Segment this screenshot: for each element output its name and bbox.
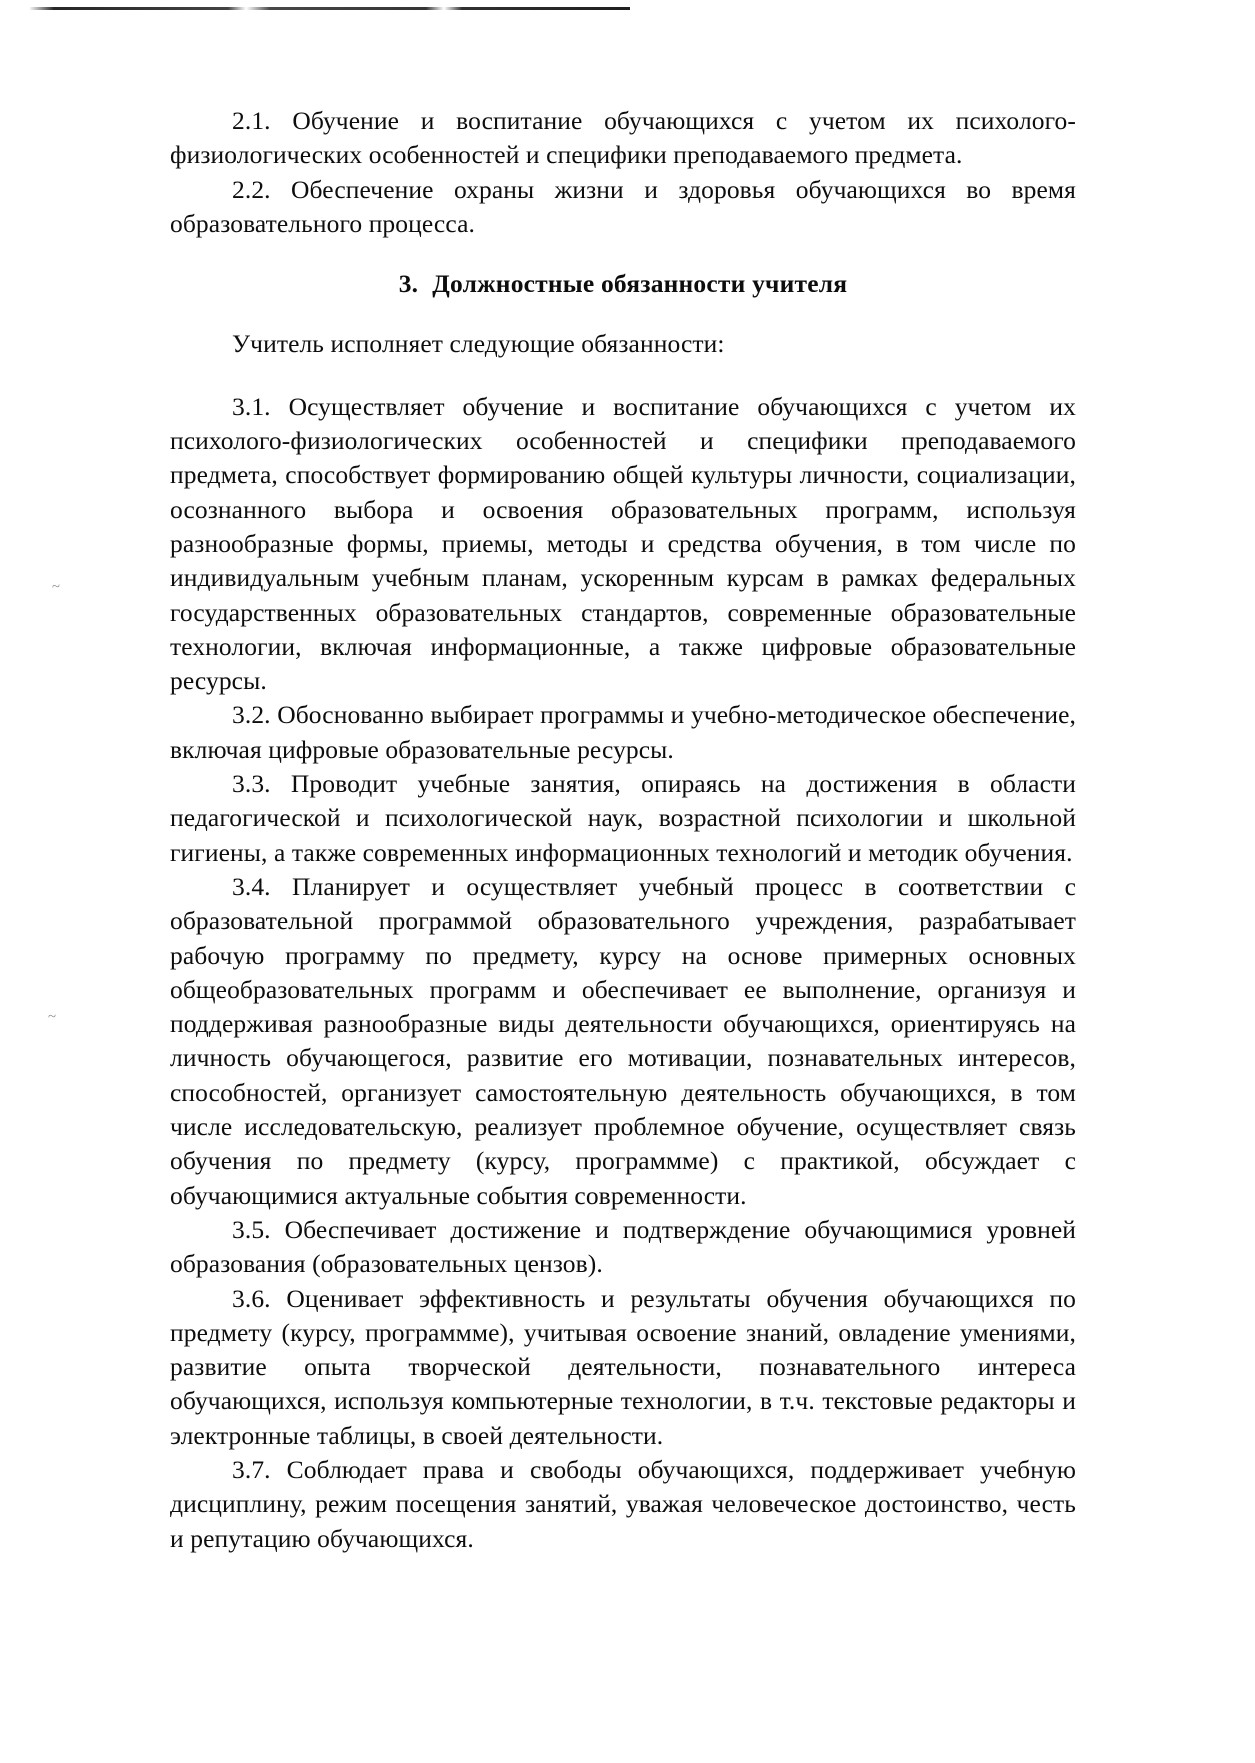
- paragraph-3-7: 3.7. Соблюдает права и свободы обучающихся, поддерживает учебную дисциплину, режим посещения занятий, уважая человеческое достоинство, честь и репутацию обучающихся.: [170, 1454, 1076, 1553]
- paragraph-3-2: 3.2. Обоснованно выбирает программы и учебно-методическое обеспечение, включая цифровые образовательные ресурсы.: [170, 700, 1076, 764]
- document-page: [170, 0, 1076, 1763]
- paragraph-2-1: 2.1. Обучение и воспитание обучающихся с учетом их психолого-физиологических особенностей и специфики преподаваемого предмета.: [170, 106, 1076, 170]
- document-text-column: [170, 0, 1076, 1556]
- paragraph-3-4: 3.4. Планирует и осуществляет учебный процесс в соответствии с образовательной программой образовательного учреждения, разрабатывает рабочую программу по предмету, курсу на основе примерных основных общеобразовательных программ и обеспечивает ее выполнение, организуя и поддерживая разнообразные виды деятельности обучающихся, ориентируясь на личность обучающегося, развитие его мотивации, познавательных интересов, способностей, организует самостоятельную деятельность обучающихся, в том числе исследовательскую, реализует проблемное обучение, осуществляет связь обучения по предмету (курсу, программме) с практикой, обсуждает с обучающимися актуальные события современности.: [170, 871, 1076, 1210]
- section-heading-number: 3.: [398, 269, 419, 299]
- paragraph-3-3: 3.3. Проводит учебные занятия, опираясь на достижения в области педагогической и психологической наук, возрастной психологии и школьной гигиены, а также современных информационных технологий и методик обучения.: [170, 769, 1076, 867]
- paragraph-3-5: 3.5. Обеспечивает достижение и подтверждение обучающимися уровней образования (образовательных цензов).: [170, 1214, 1076, 1279]
- section-heading-title: Должностные обязанности учителя: [432, 269, 848, 299]
- paragraph-2-2: 2.2. Обеспечение охраны жизни и здоровья обучающихся во время образовательного процесса.: [170, 174, 1076, 238]
- section-lead-in: Учитель исполняет следующие обязанности:: [232, 329, 725, 359]
- scan-margin-mark: ~: [47, 1008, 57, 1026]
- scan-margin-mark: ~: [51, 578, 61, 596]
- section-heading: [170, 241, 1076, 327]
- paragraph-3-6: 3.6. Оценивает эффективность и результаты обучения обучающихся по предмету (курсу, программме), учитывая освоение знаний, овладение умениями, развитие опыта творческой деятельности, познавательного интереса обучающихся, используя компьютерные технологии, в т.ч. текстовые редакторы и электронные таблицы, в своей деятельности.: [170, 1283, 1076, 1450]
- paragraph-3-1: 3.1. Осуществляет обучение и воспитание обучающихся с учетом их психолого-физиологических особенностей и специфики преподаваемого предмета, способствует формированию общей культуры личности, социализации, осознанного выбора и освоения образовательных программ, используя разнообразные формы, приемы, методы и средства обучения, в том числе по индивидуальным учебным планам, ускоренным курсам в рамках федеральных государственных образовательных стандартов, современные образовательные технологии, включая информационные, а также цифровые образовательные ресурсы.: [170, 391, 1076, 696]
